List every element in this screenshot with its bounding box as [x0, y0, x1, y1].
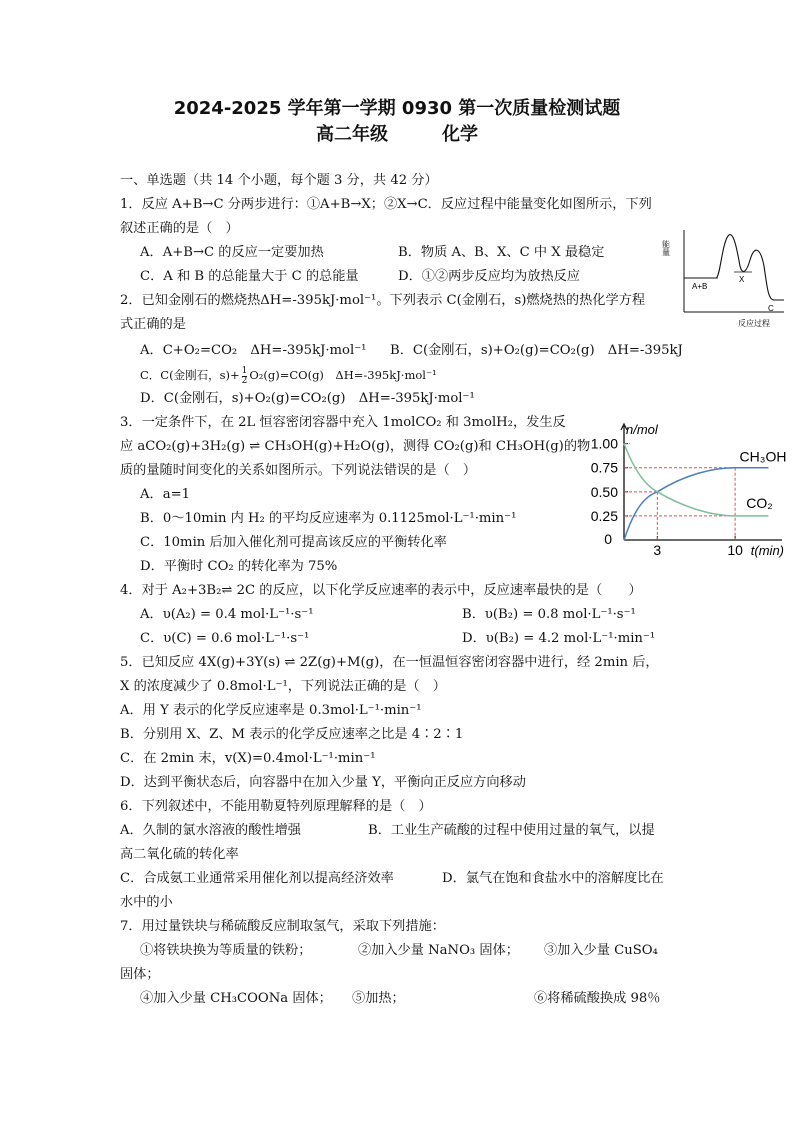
q1-stem-line1: 1．反应 A+B→C 分两步进行：①A+B→X；②X→C．反应过程中能量变化如图所示，下列 — [120, 197, 652, 212]
q5-option-d: D．达到平衡状态后，向容器中在加入少量 Y，平衡向正反应方向移动 — [120, 775, 526, 790]
q4-option-c: C．υ(C) = 0.6 mol·L⁻¹·s⁻¹ — [140, 631, 310, 646]
q1-option-a: A．A+B→C 的反应一定要加热 — [140, 245, 324, 260]
q1-stem-line2: 叙述正确的是（ ） — [120, 221, 239, 236]
chart-y-tick-label-1: 0.75 — [590, 459, 618, 476]
q3-stem-line2: 应 aCO₂(g)+3H₂(g) ⇌ CH₃OH(g)+H₂O(g)，测得 CO₂(g)和 CH₃OH(g)的物 — [120, 439, 591, 454]
q2-option-a: A．C+O₂=CO₂ ΔH=-395kJ·mol⁻¹ — [140, 343, 367, 358]
q1-option-d: D．①②两步反应均为放热反应 — [398, 269, 581, 284]
q6-option-d-line1: D．氯气在饱和食盐水中的溶解度比在 — [442, 871, 664, 886]
q7-measure-6: ⑥将稀硫酸换成 98％ — [534, 991, 661, 1006]
q7-measure-1: ①将铁块换为等质量的铁粉； — [140, 943, 312, 958]
chart-y-tick-label-0: 1.00 — [590, 435, 618, 452]
page-title: 2024-2025 学年第一学期 0930 第一次质量检测试题 — [173, 98, 621, 119]
chart-y-tick-label-2: 0.50 — [590, 483, 618, 500]
q6-stem: 6．下列叙述中，不能用勒夏特列原理解释的是（ ） — [120, 799, 432, 814]
q7-measure-5: ⑤加热； — [352, 991, 405, 1006]
q3-option-c: C．10min 后加入催化剂可提高该反应的平衡转化率 — [140, 535, 447, 550]
chart-x-tick-label-0: 3 — [653, 542, 662, 558]
q7-stem: 7．用过量铁块与稀硫酸反应制取氢气，采取下列措施： — [120, 919, 445, 934]
q7-measure-3: ③加入少量 CuSO₄ — [544, 943, 658, 958]
q2-option-b: B．C(金刚石，s)+O₂(g)=CO₂(g) ΔH=-395kJ — [390, 343, 683, 358]
energy-y-label: 能量 — [661, 240, 671, 256]
q1-option-b: B．物质 A、B、X、C 中 X 最稳定 — [398, 245, 605, 260]
section-heading: 一、单选题（共 14 个小题，每个题 3 分，共 42 分） — [120, 173, 438, 188]
q6-option-d-line2: 水中的小 — [120, 895, 173, 910]
q7-measure-2: ②加入少量 NaNO₃ 固体； — [358, 943, 519, 958]
q3-option-d: D．平衡时 CO₂ 的转化率为 75% — [140, 559, 338, 574]
chart-series-label-1: CO₂ — [746, 494, 773, 511]
chart-y-tick-label-3: 0.25 — [590, 507, 618, 524]
chart-x-tick-label-1: 10 — [727, 542, 743, 558]
q2-fraction-denominator: 2 — [241, 375, 248, 386]
q6-option-b-line2: 高二氧化硫的转化率 — [120, 847, 239, 862]
q7-measure-3-cont: 固体； — [120, 967, 160, 982]
q7-measure-4: ④加入少量 CH₃COONa 固体； — [140, 991, 332, 1006]
q3-line-chart — [578, 420, 786, 556]
q5-option-c: C．在 2min 末，v(X)=0.4mol·L⁻¹·min⁻¹ — [120, 751, 376, 766]
energy-label-x: X — [739, 275, 745, 284]
chart-x-axis-label: t(min) — [750, 543, 784, 558]
q2-fraction-numerator: 1 — [241, 365, 248, 376]
q2-option-c — [140, 366, 437, 386]
q4-option-a: A．υ(A₂) = 0.4 mol·L⁻¹·s⁻¹ — [140, 607, 314, 622]
q2-option-d: D．C(金刚石，s)+O₂(g)=CO₂(g) ΔH=-395kJ·mol⁻¹ — [140, 391, 475, 406]
q4-stem: 4．对于 A₂+3B₂⇌ 2C 的反应，以下化学反应速率的表示中，反应速率最快的是（ ） — [120, 583, 642, 598]
chart-y-axis-label: n/mol — [626, 422, 658, 437]
q2-option-c-suffix: O₂(g)=CO(g) ΔH=-395kJ·mol⁻¹ — [249, 368, 437, 382]
chart-series-label-0: CH₃OH — [739, 448, 787, 465]
q4-option-d: D．υ(B₂) = 4.2 mol·L⁻¹·min⁻¹ — [462, 631, 656, 646]
q5-option-a: A．用 Y 表示的化学反应速率是 0.3mol·L⁻¹·min⁻¹ — [120, 703, 422, 718]
q6-option-c: C．合成氨工业通常采用催化剂以提高经济效率 — [120, 871, 394, 886]
energy-label-ab: A+B — [692, 282, 708, 291]
energy-label-c: C — [768, 304, 774, 313]
q2-option-c-prefix: C．C(金刚石，s)+ — [140, 368, 240, 382]
q3-option-a: A．a=1 — [140, 487, 191, 502]
q5-option-b: B．分别用 X、Z、M 表示的化学反应速率之比是 4∶2∶1 — [120, 727, 464, 742]
q3-stem-line1: 3．一定条件下，在 2L 恒容密闭容器中充入 1molCO₂ 和 3molH₂，发生反 — [120, 415, 566, 430]
q6-option-b-line1: B．工业生产硫酸的过程中使用过量的氧气，以提 — [368, 823, 655, 838]
q5-stem-line1: 5．已知反应 4X(g)+3Y(s) ⇌ 2Z(g)+M(g)，在一恒温恒容密闭容器中进行，经 2min 后， — [120, 655, 659, 670]
q3-option-b: B．0～10min 内 H₂ 的平均反应速率为 0.1125mol·L⁻¹·min⁻¹ — [140, 511, 517, 526]
energy-diagram — [661, 226, 788, 330]
q2-stem-line2: 式正确的是 — [120, 317, 186, 332]
q5-stem-line2: X 的浓度减少了 0.8mol·L⁻¹，下列说法正确的是（ ） — [120, 679, 446, 694]
energy-x-label: 反应过程 — [738, 319, 770, 328]
chart-origin-label: 0 — [604, 531, 612, 547]
q3-stem-line3: 质的量随时间变化的关系如图所示。下列说法错误的是（ ） — [120, 463, 477, 478]
q1-option-c: C．A 和 B 的总能量大于 C 的总能量 — [140, 269, 359, 284]
q6-option-a: A．久制的氯水溶液的酸性增强 — [120, 823, 301, 838]
q2-option-c-fraction — [242, 367, 248, 386]
q2-stem-line1: 2．已知金刚石的燃烧热ΔH=-395kJ·mol⁻¹。下列表示 C(金刚石，s)燃烧热的热化学方程 — [120, 293, 646, 308]
q4-option-b: B．υ(B₂) = 0.8 mol·L⁻¹·s⁻¹ — [462, 607, 636, 622]
page-subtitle: 高二年级 化学 — [316, 124, 478, 145]
